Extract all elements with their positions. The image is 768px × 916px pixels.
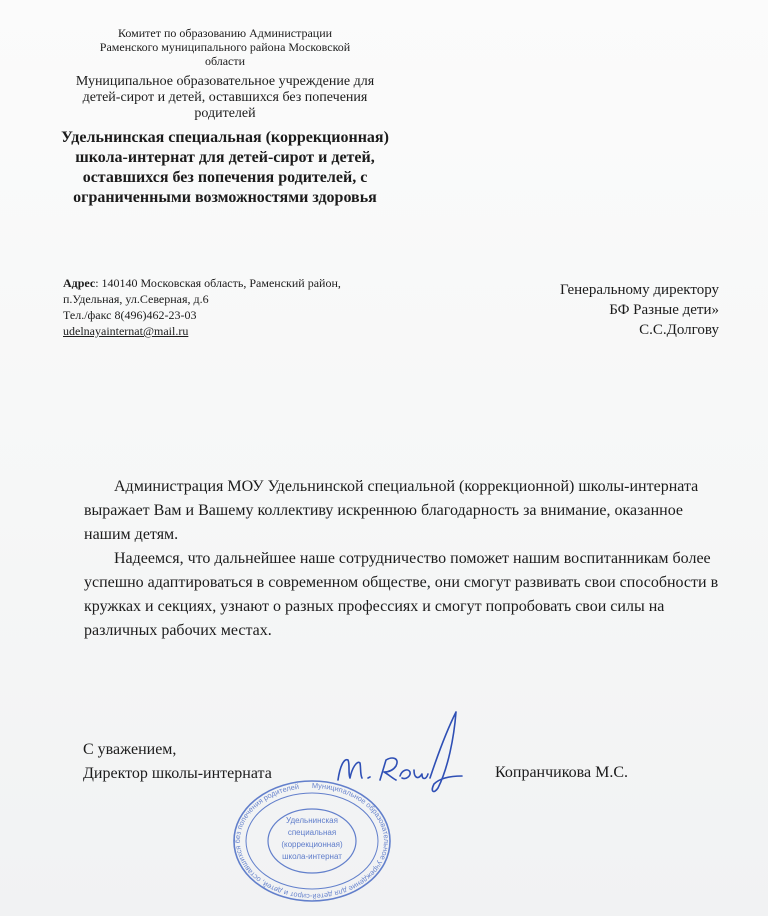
committee-line-3: области (204, 54, 246, 68)
letterhead (60, 26, 390, 208)
stamp-center-line-3: (коррекционная) (281, 840, 343, 849)
address-line (63, 275, 373, 307)
stamp-ring-text: Муниципальное образовательное учреждение для детей-сирот и детей, оставшихся без попечения родителей (232, 780, 391, 902)
phone-fax: Тел./факс 8(496)462-23-03 (63, 308, 197, 322)
recipient-line-3: С.С.Долгову (639, 322, 719, 338)
committee-line-2: Раменского муниципального района Московской (99, 40, 351, 54)
recipient-line-2: БФ Разные дети» (609, 302, 719, 318)
recipient-block (560, 280, 719, 340)
address-block (63, 275, 373, 339)
signer-name: Копранчикова М.С. (495, 764, 629, 781)
institution-type: Муниципальное образовательное учреждение для детей-сирот и детей, оставшихся без попечения родителей (75, 74, 375, 121)
email-link[interactable]: udelnayainternat@mail.ru (63, 324, 189, 338)
recipient-line-1: Генеральному директору (559, 282, 719, 298)
committee-line-1: Комитет по образованию Администрации (117, 26, 333, 40)
stamp-center-line-1: Удельнинская (286, 816, 338, 825)
letter-body (84, 475, 724, 643)
closing-title: Директор школы-интерната (83, 765, 272, 782)
school-name: Удельнинская специальная (коррекционная) школа-интернат для детей-сирот и детей, оставшихся без попечения родителей, с ограниченными возможностями здоровья (61, 129, 389, 206)
closing-regards: С уважением, (83, 741, 177, 758)
stamp-center-line-2: специальная (287, 828, 337, 837)
body-paragraph-2: Надеемся, что дальнейшее наше сотрудничество поможет нашим воспитанникам более успешно адаптироваться в современном обществе, они смогут развивать свои способности в кружках и секциях, узнают о разных профессиях и смогут попробовать свои силы на различных рабочих местах. (84, 550, 719, 639)
address-text: : 140140 Московская область, Раменский район, п.Удельная, ул.Северная, д.6 (63, 276, 341, 306)
official-stamp (232, 778, 392, 904)
address-label: Адрес (63, 276, 96, 290)
stamp-center-line-4: школа-интернат (282, 852, 342, 861)
body-paragraph-1: Администрация МОУ Удельнинской специальной (коррекционной) школы-интерната выражает Вам и Вашему коллективу искреннюю благодарность за внимание, оказанное нашим детям. (84, 478, 699, 543)
